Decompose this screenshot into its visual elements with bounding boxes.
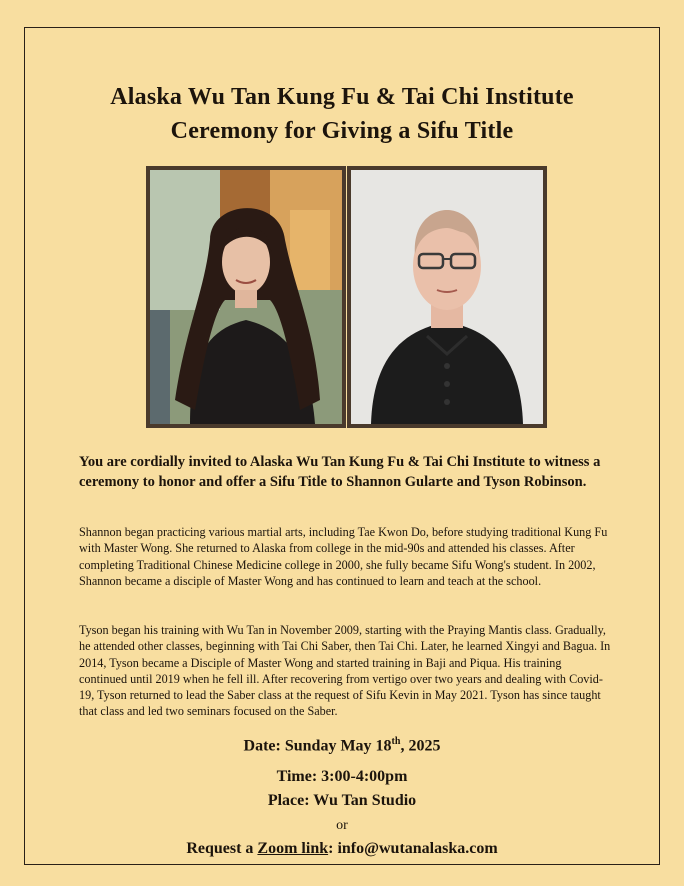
event-time: Time: 3:00-4:00pm	[276, 768, 408, 785]
bio-tyson: Tyson began his training with Wu Tan in November 2009, starting with the Praying Mantis class. Gradually, he attended other classes, beginning with Tai Chi Saber, then Tai Chi. Later, he learned Xingyi and Bagua. In 2014, Tyson became a Disciple of Master Wong and started training in Baji and Piqua. His training continued until 2019 when he fell ill. After recovering from vertigo over two years and dealing with Covid-19, Tyson returned to lead the Saber class at the request of Sifu Kevin in May 2021. Tyson has since taught that class and led two seminars focused on the Saber.	[79, 623, 611, 719]
page-title: Alaska Wu Tan Kung Fu & Tai Chi Institute	[110, 84, 574, 110]
photo-shannon	[146, 166, 346, 428]
date-ordinal: th	[391, 736, 401, 747]
event-date	[24, 736, 660, 755]
portrait-man-image	[351, 170, 543, 424]
zoom-request	[24, 840, 660, 858]
bio-shannon: Shannon began practicing various martial arts, including Tae Kwon Do, before studying traditional Kung Fu with Master Wong. She returned to Alaska from college in the mid-90s and attended his classes. After completing Traditional Chinese Medicine college in 2000, she fully became Sifu Wong's student. In 2002, Shannon became a disciple of Master Wong and has continued to learn and teach at the school.	[79, 525, 608, 588]
portrait-woman-image	[150, 170, 342, 424]
event-place: Place: Wu Tan Studio	[267, 792, 417, 809]
zoom-link[interactable]: Zoom link	[257, 840, 329, 857]
photo-tyson	[347, 166, 547, 428]
page-subtitle: Ceremony for Giving a Sifu Title	[170, 118, 514, 144]
or-separator: or	[336, 818, 348, 833]
date-year: , 2025	[400, 737, 441, 755]
date-prefix: Date: Sunday May 18	[243, 737, 392, 755]
request-prefix: Request a	[186, 840, 258, 857]
invitation-text: You are cordially invited to Alaska Wu Tan Kung Fu & Tai Chi Institute to witness a ceremony to honor and offer a Sifu Title to Shannon Gularte and Tyson Robinson.	[79, 454, 601, 490]
request-email[interactable]: : info@wutanalaska.com	[328, 840, 498, 857]
